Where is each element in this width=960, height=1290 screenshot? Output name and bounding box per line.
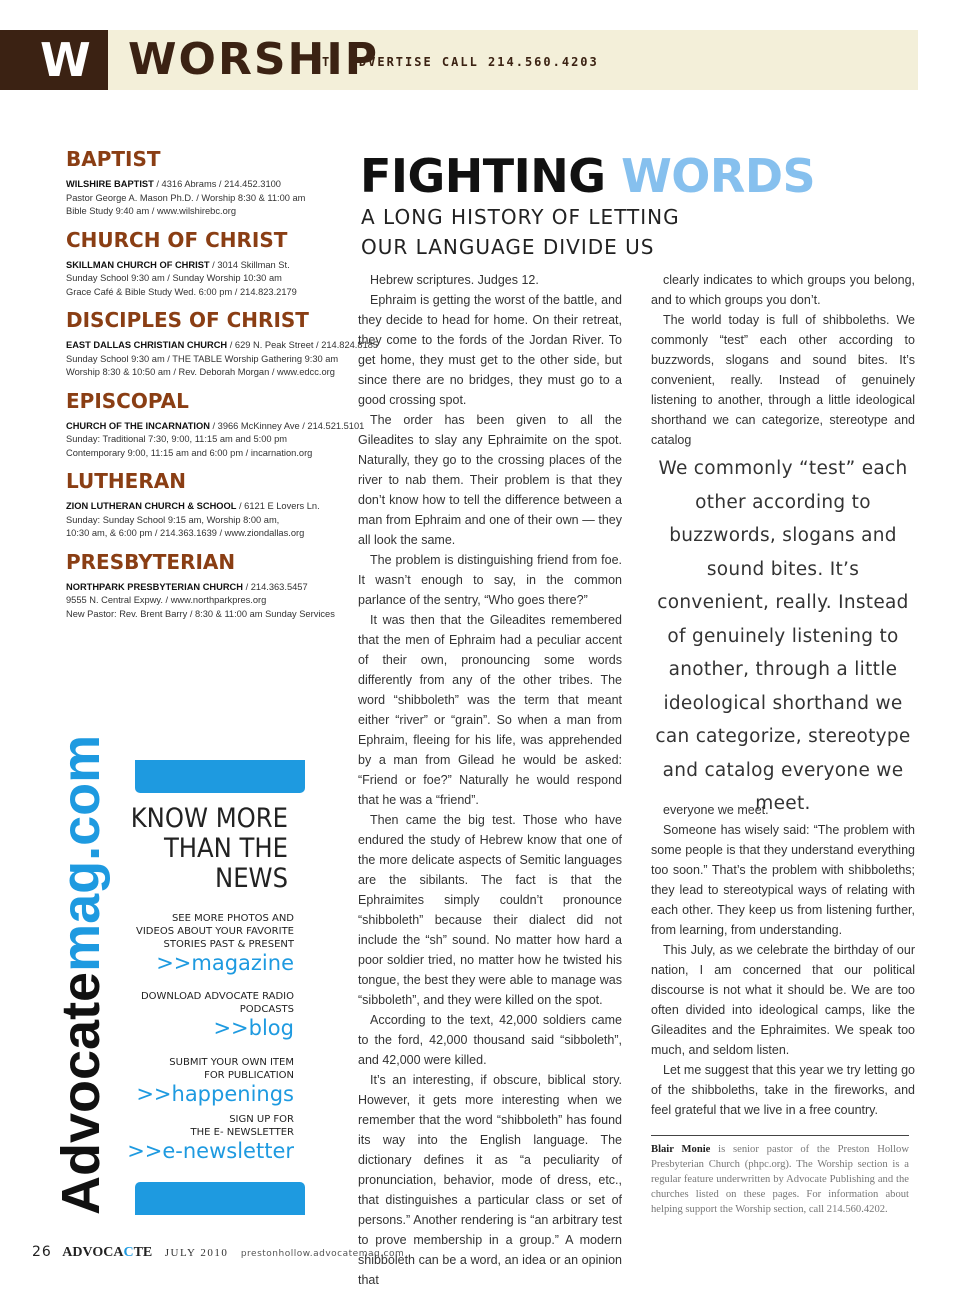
- footer-url[interactable]: prestonhollow.advocatemag.com: [240, 1249, 405, 1259]
- denomination-heading: PRESBYTERIAN: [66, 549, 236, 574]
- page-number: 26: [32, 1244, 52, 1260]
- denomination-heading: CHURCH OF CHRIST: [66, 227, 288, 252]
- church-name: ZION LUTHERAN CHURCH & SCHOOL: [66, 501, 237, 511]
- church-listing-line: Bible Study 9:40 am / www.wilshirebc.org: [66, 206, 236, 216]
- church-listing-line: Contemporary 9:00, 11:15 am and 6:00 pm / incarnation.org: [66, 447, 313, 458]
- blog-link[interactable]: >>blog: [213, 1016, 294, 1040]
- section-letter: W: [0, 30, 108, 90]
- article-paragraph: Hebrew scriptures. Judges 12.: [370, 273, 539, 287]
- advocatemag-logo[interactable]: Advocatemag.com: [51, 734, 111, 1215]
- church-listing-line: Sunday: Sunday School 9:15 am, Worship 8:00 am,: [66, 514, 280, 525]
- denomination-heading: DISCIPLES OF CHRIST: [66, 308, 309, 332]
- directory-section: [66, 307, 379, 380]
- article-paragraph: It’s an interesting, if obscure, biblical story. However, it gets more interesting when we remember that the word “shibboleth” has found its way into the English language. The dictionary defines it as “a peculiarity of pronunciation, behavior, mode of dress, etc., that distinguishes a particular class or set of persons.” Another rendering is “an arbitrary test to prove membership in a group.” A modern shibboleth can be a word, an idea or an opinion that: [358, 1073, 622, 1287]
- magazine-link[interactable]: >>magazine: [156, 951, 294, 975]
- church-listing-line: CHURCH OF THE INCARNATION / 3966 McKinney Ave / 214.521.5101: [66, 420, 365, 431]
- promo-item-magazine: SEE MORE PHOTOS AND VIDEOS ABOUT YOUR FAVORITE STORIES PAST & PRESENT >>magazine: [74, 912, 294, 975]
- church-listing-line: Sunday: Traditional 7:30, 9:00, 11:15 am and 5:00 pm: [66, 434, 288, 444]
- article-paragraph: Ephraim is getting the worst of the battle, and they decide to head for home. On their retreat, they come to the fords of the Jordan River. To get home, they must get to the other side, but since there are no bridges, they must go to a good crossing spot.: [358, 293, 622, 407]
- directory-section: [66, 468, 346, 541]
- denomination-heading: BAPTIST: [66, 147, 161, 171]
- church-listing-line: Pastor George A. Mason Ph.D. / Worship 8:30 & 11:00 am: [66, 192, 306, 203]
- church-listing-line: 9555 N. Central Expwy. / www.northparkpres.org: [66, 595, 267, 605]
- article-paragraph: everyone we meet.: [663, 803, 769, 817]
- directory-section: [66, 388, 365, 461]
- article-paragraph: Then came the big test. Those who have endured the study of Hebrew know that one of the more delicate aspects of Semitic languages are the sibilants. The fact is that the Ephraimites simply couldn’t pronounce “shibboleth” because their dialect did not include the “sh” sound. No matter how hard a poor soldier tried, no matter how he twisted his tongue, the best they were able to manage was “sibboleth”, and they were killed on the spot.: [358, 813, 622, 1007]
- article-column-2: [651, 270, 915, 450]
- church-listing-line: New Pastor: Rev. Brent Barry / 8:30 & 11:00 am Sunday Services: [66, 608, 335, 619]
- directory-section: [66, 549, 346, 622]
- happenings-link[interactable]: >>happenings: [136, 1082, 294, 1106]
- article-column-3: [651, 800, 915, 1120]
- directory-section: [66, 227, 346, 300]
- article-paragraph: According to the text, 42,000 soldiers came to the ford, 42,000 thousand said “sibboleth”, and 42,000 were killed.: [358, 1013, 622, 1067]
- worship-directory: [66, 146, 379, 629]
- section-header: [0, 30, 918, 90]
- church-listing-line: WILSHIRE BAPTIST / 4316 Abrams / 214.452.3100: [66, 179, 281, 189]
- promo-item-blog: DOWNLOAD ADVOCATE RADIO PODCASTS >>blog: [74, 990, 294, 1040]
- church-listing-line: 10:30 am, & 6:00 pm / 214.363.1639 / www.ziondallas.org: [66, 528, 305, 538]
- article-paragraph: It was then that the Gileadites remembered that the men of Ephraim had a peculiar accent of their own, pronouncing some words differently from any of the other tribes. The word “shibboleth” was the term that meant either “river” or “grain”. So when a man from Ephraim, fleeing for his life, was apprehended by a man from Gilead he would be asked: “Friend or foe?” Naturally he would respond that he was a “friend”.: [358, 613, 622, 807]
- article-subtitle: A LONG HISTORY OF LETTING OUR LANGUAGE DIVIDE US: [361, 205, 680, 259]
- article-paragraph: Let me suggest that this year we try letting go of the shibboleths, take in the fireworks, and feel grateful that we live in a free country.: [651, 1063, 915, 1117]
- church-listing-line: Sunday School 9:30 am / Sunday Worship 10:30 am: [66, 273, 282, 283]
- section-title: WORSHIP: [128, 34, 379, 85]
- promo-bar-top: [135, 760, 305, 793]
- article-paragraph: The problem is distinguishing friend from foe. It wasn’t enough to say, in the common parlance of the sentry, “Who goes there?”: [358, 553, 622, 607]
- author-bio: Blair Monie is senior pastor of the Preston Hollow Presbyterian Church (phpc.org). The Worship section is a regular feature underwritten by Advocate Publishing and the churches listed on these pages. For information about helping support the Worship section, call 214.560.4202.: [651, 1135, 909, 1217]
- page-footer: [32, 1243, 404, 1261]
- denomination-heading: LUTHERAN: [66, 469, 186, 493]
- church-listing-line: EAST DALLAS CHRISTIAN CHURCH / 629 N. Peak Street / 214.824.8185: [66, 340, 379, 350]
- enewsletter-link[interactable]: >>e-newsletter: [127, 1139, 294, 1163]
- church-name: NORTHPARK PRESBYTERIAN CHURCH: [66, 581, 243, 592]
- issue-date: JULY 2010: [164, 1247, 229, 1259]
- author-name: Blair Monie: [651, 1144, 711, 1155]
- church-listing-line: ZION LUTHERAN CHURCH & SCHOOL / 6121 E Lovers Ln.: [66, 501, 320, 511]
- church-listing-line: Grace Café & Bible Study Wed. 6:00 pm / 214.823.2179: [66, 286, 297, 297]
- pull-quote: We commonly “test” each other according to buzzwords, slogans and sound bites. It’s convenient, really. Instead of genuinely listening to another, through a little ideological shorthand we can categorize, stereotype and catalog everyone we meet.: [655, 458, 911, 814]
- promo-headline: KNOW MORE THAN THE NEWS: [130, 803, 288, 894]
- advocatemag-promo: [51, 734, 314, 1215]
- church-name: WILSHIRE BAPTIST: [66, 179, 154, 189]
- church-name: SKILLMAN CHURCH OF CHRIST: [66, 259, 210, 270]
- church-listing-line: SKILLMAN CHURCH OF CHRIST / 3014 Skillman St.: [66, 259, 290, 270]
- article-title: FIGHTING WORDS: [360, 149, 816, 203]
- article-paragraph: The world today is full of shibboleths. We commonly “test” each other according to buzzwords, slogans and sound bites. It’s convenient, really. Instead of genuinely listening to another, through a little ideological shorthand we can categorize, stereotype and catalog: [651, 313, 915, 447]
- article-paragraph: clearly indicates to which groups you belong, and to which groups you don’t.: [651, 273, 915, 307]
- article-paragraph: The order has been given to all the Gileadites to slay any Ephraimite on the spot. Naturally, they go to the crossing places of the river to nab them. Their problem is that they don’t know how to tell the difference between a man from Ephraim and one of their own — they all look the same.: [358, 413, 622, 547]
- church-listing-line: NORTHPARK PRESBYTERIAN CHURCH / 214.363.5457: [66, 581, 308, 592]
- church-listing-line: Sunday School 9:30 am / THE TABLE Worship Gathering 9:30 am: [66, 353, 339, 364]
- church-name: EAST DALLAS CHRISTIAN CHURCH: [66, 340, 228, 350]
- church-name: CHURCH OF THE INCARNATION: [66, 420, 210, 431]
- directory-section: [66, 146, 346, 219]
- article-column-1: [358, 270, 622, 1290]
- footer-brand: ADVOCACTE: [62, 1245, 153, 1260]
- article-paragraph: Someone has wisely said: “The problem with some people is that they understand everything too soon.” That’s the problem with shibboleths; they lead to stereotypical ways of relating with each other. They keep us from listening further, from learning, from understanding.: [651, 823, 915, 937]
- promo-item-enewsletter: SIGN UP FOR THE E- NEWSLETTER >>e-newsletter: [74, 1113, 294, 1163]
- article-paragraph: This July, as we celebrate the birthday of our nation, I am concerned that our political discourse is not what it should be. We are too often divided into ideological camps, like the Gileadites and the Ephraimites. We speak too much, and seldom listen.: [651, 943, 915, 1057]
- promo-item-happenings: SUBMIT YOUR OWN ITEM FOR PUBLICATION >>happenings: [74, 1056, 294, 1106]
- church-listing-line: Worship 8:30 & 10:50 am / Rev. Deborah Morgan / www.edcc.org: [66, 367, 335, 377]
- advertise-phone: TO ADVERTISE CALL 214.560.4203: [322, 55, 599, 69]
- promo-bar-bottom: [135, 1182, 305, 1215]
- denomination-heading: EPISCOPAL: [66, 388, 189, 413]
